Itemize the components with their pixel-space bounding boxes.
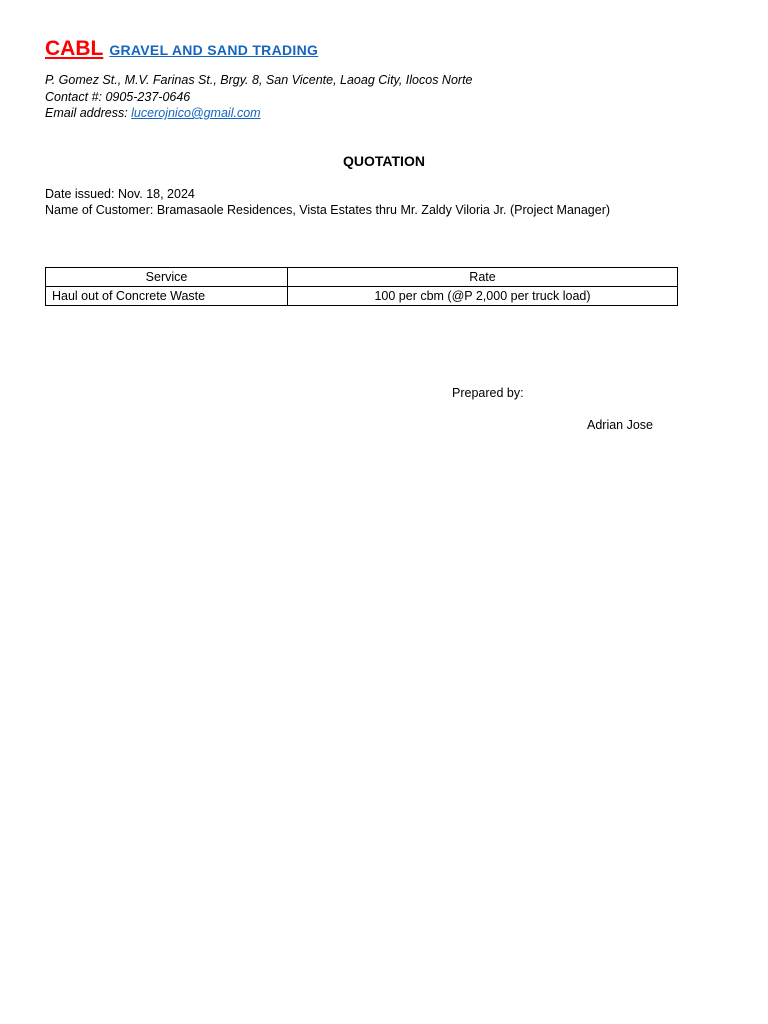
date-issued: Date issued: Nov. 18, 2024 — [45, 187, 195, 201]
email-label: Email address: — [45, 106, 132, 120]
service-cell: Haul out of Concrete Waste — [46, 287, 288, 306]
company-header — [45, 37, 318, 61]
brand-short: CABL — [45, 37, 104, 60]
brand-name: GRAVEL AND SAND TRADING — [109, 42, 319, 58]
rate-cell: 100 per cbm (@P 2,000 per truck load) — [288, 287, 678, 306]
email-line — [45, 106, 261, 120]
email-link[interactable]: lucerojnico@gmail.com — [131, 106, 261, 120]
address: P. Gomez St., M.V. Farinas St., Brgy. 8, San Vicente, Laoag City, Ilocos Norte — [45, 73, 473, 87]
customer-name: Name of Customer: Bramasaole Residences, Vista Estates thru Mr. Zaldy Viloria Jr. (Project Manager) — [45, 203, 611, 217]
table-row — [46, 287, 678, 306]
prepared-by-label: Prepared by: — [452, 386, 524, 400]
quotation-table — [45, 267, 678, 306]
contact: Contact #: 0905-237-0646 — [45, 90, 191, 104]
document-title: QUOTATION — [343, 153, 425, 169]
header-service: Service — [46, 268, 288, 287]
header-rate: Rate — [288, 268, 678, 287]
table-header-row — [46, 268, 678, 287]
prepared-by-name: Adrian Jose — [587, 418, 654, 432]
